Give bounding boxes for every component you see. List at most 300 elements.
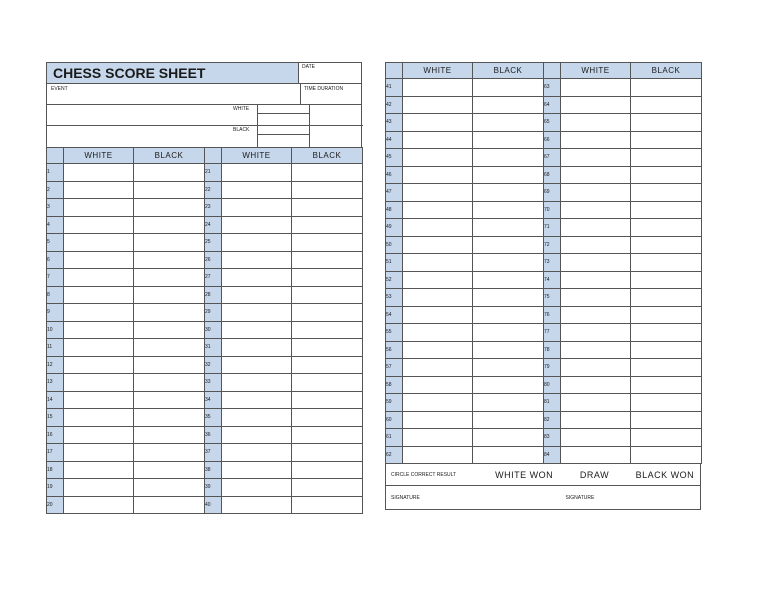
table-row xyxy=(386,429,702,447)
white-move-cell[interactable] xyxy=(403,96,473,114)
table-row xyxy=(47,181,363,199)
white-move-cell[interactable] xyxy=(222,164,292,182)
move-number: 38 xyxy=(205,461,222,479)
black-move-cell[interactable] xyxy=(292,496,363,514)
black-move-cell[interactable] xyxy=(473,201,544,219)
move-number: 24 xyxy=(205,216,222,234)
event-label: EVENT xyxy=(51,86,68,92)
table-row xyxy=(386,271,702,289)
black-move-cell[interactable] xyxy=(134,391,205,409)
black-move-cell[interactable] xyxy=(292,391,363,409)
move-number: 46 xyxy=(386,166,403,184)
black-move-cell[interactable] xyxy=(473,131,544,149)
move-number: 17 xyxy=(47,444,64,462)
table-row xyxy=(47,444,363,462)
white-move-cell[interactable] xyxy=(561,254,631,272)
black-move-cell[interactable] xyxy=(631,289,702,307)
move-number: 40 xyxy=(205,496,222,514)
move-number: 48 xyxy=(386,201,403,219)
white-move-cell[interactable] xyxy=(403,149,473,167)
black-move-cell[interactable] xyxy=(631,219,702,237)
black-move-cell[interactable] xyxy=(292,444,363,462)
move-number: 69 xyxy=(544,184,561,202)
white-move-cell[interactable] xyxy=(561,131,631,149)
black-move-cell[interactable] xyxy=(473,289,544,307)
white-move-cell[interactable] xyxy=(561,219,631,237)
move-number: 18 xyxy=(47,461,64,479)
white-move-cell[interactable] xyxy=(222,234,292,252)
black-move-cell[interactable] xyxy=(292,339,363,357)
black-move-cell[interactable] xyxy=(631,324,702,342)
event-field[interactable] xyxy=(47,84,300,104)
white-move-cell[interactable] xyxy=(222,496,292,514)
white-move-cell[interactable] xyxy=(561,166,631,184)
black-move-cell[interactable] xyxy=(134,339,205,357)
black-move-cell[interactable] xyxy=(134,426,205,444)
table-row xyxy=(386,149,702,167)
white-move-cell[interactable] xyxy=(222,269,292,287)
col-num-header xyxy=(386,63,403,79)
black-name-line[interactable] xyxy=(257,134,309,135)
table-row xyxy=(47,461,363,479)
black-move-cell[interactable] xyxy=(292,286,363,304)
white-move-cell[interactable] xyxy=(403,394,473,412)
white-move-cell[interactable] xyxy=(561,271,631,289)
black-move-cell[interactable] xyxy=(134,251,205,269)
white-move-cell[interactable] xyxy=(403,271,473,289)
white-move-cell[interactable] xyxy=(561,201,631,219)
move-number: 67 xyxy=(544,149,561,167)
move-number: 55 xyxy=(386,324,403,342)
white-move-cell[interactable] xyxy=(403,411,473,429)
move-number: 74 xyxy=(544,271,561,289)
result-label: CIRCLE CORRECT RESULT xyxy=(391,471,457,478)
black-move-cell[interactable] xyxy=(134,409,205,427)
move-number: 36 xyxy=(205,426,222,444)
col-num-header xyxy=(205,148,222,164)
move-number: 53 xyxy=(386,289,403,307)
players-divider-v2 xyxy=(309,105,310,147)
white-move-cell[interactable] xyxy=(403,341,473,359)
move-number: 7 xyxy=(47,269,64,287)
move-number: 21 xyxy=(205,164,222,182)
signature-row xyxy=(385,486,701,510)
black-move-cell[interactable] xyxy=(473,411,544,429)
black-move-cell[interactable] xyxy=(473,236,544,254)
white-move-cell[interactable] xyxy=(561,376,631,394)
white-move-cell[interactable] xyxy=(403,184,473,202)
white-move-cell[interactable] xyxy=(403,114,473,132)
white-move-cell[interactable] xyxy=(403,254,473,272)
white-move-cell[interactable] xyxy=(561,96,631,114)
white-move-cell[interactable] xyxy=(64,269,134,287)
signature-label-black[interactable]: SIGNATURE xyxy=(565,494,595,501)
move-number: 20 xyxy=(47,496,64,514)
move-number: 61 xyxy=(386,429,403,447)
black-move-cell[interactable] xyxy=(292,461,363,479)
black-move-cell[interactable] xyxy=(292,321,363,339)
move-number: 42 xyxy=(386,96,403,114)
white-move-cell[interactable] xyxy=(403,429,473,447)
black-move-cell[interactable] xyxy=(473,306,544,324)
white-move-cell[interactable] xyxy=(64,374,134,392)
move-number: 57 xyxy=(386,359,403,377)
table-row xyxy=(386,219,702,237)
black-move-cell[interactable] xyxy=(473,429,544,447)
table-row xyxy=(386,79,702,97)
black-move-cell[interactable] xyxy=(292,479,363,497)
white-move-cell[interactable] xyxy=(222,479,292,497)
move-number: 50 xyxy=(386,236,403,254)
white-move-cell[interactable] xyxy=(64,321,134,339)
white-move-cell[interactable] xyxy=(222,321,292,339)
black-move-cell[interactable] xyxy=(631,341,702,359)
white-move-cell[interactable] xyxy=(64,496,134,514)
move-number: 70 xyxy=(544,201,561,219)
white-move-cell[interactable] xyxy=(222,304,292,322)
move-number: 77 xyxy=(544,324,561,342)
col-white-header: WHITE xyxy=(561,63,631,79)
white-move-cell[interactable] xyxy=(222,409,292,427)
table-row xyxy=(386,394,702,412)
move-number: 62 xyxy=(386,446,403,464)
white-move-cell[interactable] xyxy=(64,251,134,269)
table-row xyxy=(386,236,702,254)
col-black-header: BLACK xyxy=(292,148,363,164)
white-move-cell[interactable] xyxy=(222,426,292,444)
black-move-cell[interactable] xyxy=(631,166,702,184)
move-number: 11 xyxy=(47,339,64,357)
black-move-cell[interactable] xyxy=(631,114,702,132)
time-duration-field[interactable] xyxy=(300,84,361,104)
col-white-header: WHITE xyxy=(222,148,292,164)
white-move-cell[interactable] xyxy=(403,79,473,97)
black-move-cell[interactable] xyxy=(292,164,363,182)
move-number: 6 xyxy=(47,251,64,269)
white-move-cell[interactable] xyxy=(561,289,631,307)
black-move-cell[interactable] xyxy=(134,374,205,392)
white-move-cell[interactable] xyxy=(561,446,631,464)
white-move-cell[interactable] xyxy=(403,359,473,377)
moves-table-right xyxy=(385,62,702,464)
white-move-cell[interactable] xyxy=(222,444,292,462)
table-row xyxy=(47,356,363,374)
players-box xyxy=(46,104,362,147)
table-row xyxy=(47,199,363,217)
table-row xyxy=(47,374,363,392)
players-divider-v1 xyxy=(257,105,258,147)
white-move-cell[interactable] xyxy=(403,131,473,149)
table-row xyxy=(47,234,363,252)
move-number: 19 xyxy=(47,479,64,497)
white-move-cell[interactable] xyxy=(222,461,292,479)
white-move-cell[interactable] xyxy=(64,234,134,252)
white-move-cell[interactable] xyxy=(64,164,134,182)
move-number: 65 xyxy=(544,114,561,132)
black-move-cell[interactable] xyxy=(631,446,702,464)
move-number: 52 xyxy=(386,271,403,289)
white-move-cell[interactable] xyxy=(403,324,473,342)
black-move-cell[interactable] xyxy=(473,341,544,359)
black-move-cell[interactable] xyxy=(473,359,544,377)
black-move-cell[interactable] xyxy=(292,374,363,392)
black-move-cell[interactable] xyxy=(631,429,702,447)
white-move-cell[interactable] xyxy=(64,391,134,409)
move-number: 3 xyxy=(47,199,64,217)
white-move-cell[interactable] xyxy=(222,374,292,392)
date-field[interactable] xyxy=(298,63,361,83)
move-number: 49 xyxy=(386,219,403,237)
move-number: 63 xyxy=(544,79,561,97)
col-white-header: WHITE xyxy=(403,63,473,79)
black-move-cell[interactable] xyxy=(473,446,544,464)
move-number: 2 xyxy=(47,181,64,199)
table-row xyxy=(47,339,363,357)
signature-label-white[interactable]: SIGNATURE xyxy=(391,494,420,501)
white-move-cell[interactable] xyxy=(403,166,473,184)
white-move-cell[interactable] xyxy=(222,251,292,269)
white-move-cell[interactable] xyxy=(222,181,292,199)
white-move-cell[interactable] xyxy=(64,286,134,304)
black-move-cell[interactable] xyxy=(473,219,544,237)
table-row xyxy=(47,426,363,444)
table-row xyxy=(47,391,363,409)
move-number: 26 xyxy=(205,251,222,269)
move-number: 1 xyxy=(47,164,64,182)
black-move-cell[interactable] xyxy=(292,356,363,374)
table-row xyxy=(386,96,702,114)
white-move-cell[interactable] xyxy=(64,409,134,427)
white-move-cell[interactable] xyxy=(561,341,631,359)
white-move-cell[interactable] xyxy=(64,199,134,217)
white-name-line[interactable] xyxy=(257,113,309,114)
black-move-cell[interactable] xyxy=(631,306,702,324)
black-move-cell[interactable] xyxy=(134,216,205,234)
move-number: 13 xyxy=(47,374,64,392)
black-move-cell[interactable] xyxy=(292,216,363,234)
black-move-cell[interactable] xyxy=(473,149,544,167)
white-move-cell[interactable] xyxy=(222,391,292,409)
black-move-cell[interactable] xyxy=(292,304,363,322)
black-move-cell[interactable] xyxy=(473,184,544,202)
white-move-cell[interactable] xyxy=(561,324,631,342)
black-move-cell[interactable] xyxy=(134,321,205,339)
black-move-cell[interactable] xyxy=(134,356,205,374)
black-move-cell[interactable] xyxy=(292,409,363,427)
table-row xyxy=(386,446,702,464)
move-number: 60 xyxy=(386,411,403,429)
white-move-cell[interactable] xyxy=(222,199,292,217)
move-number: 4 xyxy=(47,216,64,234)
white-move-cell[interactable] xyxy=(64,304,134,322)
black-move-cell[interactable] xyxy=(134,444,205,462)
move-number: 44 xyxy=(386,131,403,149)
time-duration-label: TIME DURATION xyxy=(304,86,344,92)
move-number: 51 xyxy=(386,254,403,272)
white-move-cell[interactable] xyxy=(64,426,134,444)
black-move-cell[interactable] xyxy=(631,376,702,394)
black-move-cell[interactable] xyxy=(134,234,205,252)
white-move-cell[interactable] xyxy=(64,461,134,479)
black-move-cell[interactable] xyxy=(473,394,544,412)
black-move-cell[interactable] xyxy=(473,79,544,97)
table-row xyxy=(47,321,363,339)
move-number: 58 xyxy=(386,376,403,394)
move-number: 80 xyxy=(544,376,561,394)
table-row xyxy=(386,306,702,324)
move-number: 8 xyxy=(47,286,64,304)
move-number: 37 xyxy=(205,444,222,462)
move-number: 78 xyxy=(544,341,561,359)
black-move-cell[interactable] xyxy=(631,149,702,167)
score-sheet-right xyxy=(385,62,701,510)
white-move-cell[interactable] xyxy=(561,236,631,254)
white-move-cell[interactable] xyxy=(561,411,631,429)
table-row xyxy=(47,251,363,269)
white-move-cell[interactable] xyxy=(403,219,473,237)
black-move-cell[interactable] xyxy=(631,359,702,377)
move-number: 25 xyxy=(205,234,222,252)
header-row xyxy=(46,62,362,83)
white-move-cell[interactable] xyxy=(561,429,631,447)
move-number: 81 xyxy=(544,394,561,412)
white-move-cell[interactable] xyxy=(64,444,134,462)
white-move-cell[interactable] xyxy=(561,184,631,202)
table-row xyxy=(47,269,363,287)
black-move-cell[interactable] xyxy=(292,199,363,217)
move-number: 5 xyxy=(47,234,64,252)
white-won-option[interactable]: WHITE WON xyxy=(495,469,554,480)
move-number: 14 xyxy=(47,391,64,409)
black-move-cell[interactable] xyxy=(292,181,363,199)
black-player-label: BLACK xyxy=(233,127,250,133)
date-label: DATE xyxy=(302,64,315,70)
white-move-cell[interactable] xyxy=(403,289,473,307)
event-row xyxy=(46,83,362,104)
black-move-cell[interactable] xyxy=(134,304,205,322)
move-number: 23 xyxy=(205,199,222,217)
table-row xyxy=(386,324,702,342)
move-number: 45 xyxy=(386,149,403,167)
black-move-cell[interactable] xyxy=(631,201,702,219)
black-move-cell[interactable] xyxy=(473,114,544,132)
move-number: 35 xyxy=(205,409,222,427)
move-number: 22 xyxy=(205,181,222,199)
table-row xyxy=(386,131,702,149)
move-number: 66 xyxy=(544,131,561,149)
black-won-option[interactable]: BLACK WON xyxy=(635,469,695,480)
move-number: 30 xyxy=(205,321,222,339)
move-number: 72 xyxy=(544,236,561,254)
col-black-header: BLACK xyxy=(631,63,702,79)
black-move-cell[interactable] xyxy=(134,461,205,479)
white-move-cell[interactable] xyxy=(403,201,473,219)
black-move-cell[interactable] xyxy=(631,236,702,254)
move-number: 84 xyxy=(544,446,561,464)
black-move-cell[interactable] xyxy=(473,376,544,394)
move-number: 59 xyxy=(386,394,403,412)
table-row xyxy=(47,216,363,234)
move-number: 31 xyxy=(205,339,222,357)
white-move-cell[interactable] xyxy=(64,216,134,234)
black-move-cell[interactable] xyxy=(292,269,363,287)
white-move-cell[interactable] xyxy=(561,359,631,377)
move-number: 47 xyxy=(386,184,403,202)
move-number: 68 xyxy=(544,166,561,184)
white-move-cell[interactable] xyxy=(64,479,134,497)
black-move-cell[interactable] xyxy=(631,131,702,149)
moves-table-left xyxy=(46,147,363,514)
black-move-cell[interactable] xyxy=(631,271,702,289)
white-move-cell[interactable] xyxy=(561,114,631,132)
result-row xyxy=(385,464,701,486)
black-move-cell[interactable] xyxy=(631,184,702,202)
move-number: 28 xyxy=(205,286,222,304)
black-move-cell[interactable] xyxy=(134,164,205,182)
black-move-cell[interactable] xyxy=(473,271,544,289)
black-move-cell[interactable] xyxy=(134,181,205,199)
white-move-cell[interactable] xyxy=(403,306,473,324)
move-number: 15 xyxy=(47,409,64,427)
move-number: 83 xyxy=(544,429,561,447)
white-move-cell[interactable] xyxy=(222,216,292,234)
black-move-cell[interactable] xyxy=(473,324,544,342)
white-move-cell[interactable] xyxy=(403,446,473,464)
white-move-cell[interactable] xyxy=(403,376,473,394)
black-move-cell[interactable] xyxy=(631,79,702,97)
black-move-cell[interactable] xyxy=(631,394,702,412)
white-move-cell[interactable] xyxy=(561,79,631,97)
move-number: 64 xyxy=(544,96,561,114)
black-move-cell[interactable] xyxy=(134,269,205,287)
black-move-cell[interactable] xyxy=(631,411,702,429)
black-move-cell[interactable] xyxy=(134,199,205,217)
draw-option[interactable]: DRAW xyxy=(579,469,610,480)
white-move-cell[interactable] xyxy=(561,394,631,412)
move-number: 76 xyxy=(544,306,561,324)
black-move-cell[interactable] xyxy=(473,96,544,114)
white-move-cell[interactable] xyxy=(64,356,134,374)
white-move-cell[interactable] xyxy=(64,181,134,199)
black-move-cell[interactable] xyxy=(292,234,363,252)
score-sheet-left xyxy=(46,62,362,514)
move-number: 56 xyxy=(386,341,403,359)
black-move-cell[interactable] xyxy=(631,96,702,114)
table-row xyxy=(47,409,363,427)
black-move-cell[interactable] xyxy=(134,286,205,304)
white-move-cell[interactable] xyxy=(222,339,292,357)
white-move-cell[interactable] xyxy=(403,236,473,254)
white-move-cell[interactable] xyxy=(222,286,292,304)
black-move-cell[interactable] xyxy=(292,251,363,269)
black-move-cell[interactable] xyxy=(134,479,205,497)
white-move-cell[interactable] xyxy=(561,306,631,324)
move-number: 32 xyxy=(205,356,222,374)
col-black-header: BLACK xyxy=(473,63,544,79)
table-row xyxy=(47,164,363,182)
white-move-cell[interactable] xyxy=(222,356,292,374)
white-move-cell[interactable] xyxy=(561,149,631,167)
black-move-cell[interactable] xyxy=(292,426,363,444)
table-row xyxy=(386,376,702,394)
col-white-header: WHITE xyxy=(64,148,134,164)
black-move-cell[interactable] xyxy=(631,254,702,272)
black-move-cell[interactable] xyxy=(473,254,544,272)
black-move-cell[interactable] xyxy=(473,166,544,184)
move-number: 71 xyxy=(544,219,561,237)
black-move-cell[interactable] xyxy=(134,496,205,514)
white-move-cell[interactable] xyxy=(64,339,134,357)
